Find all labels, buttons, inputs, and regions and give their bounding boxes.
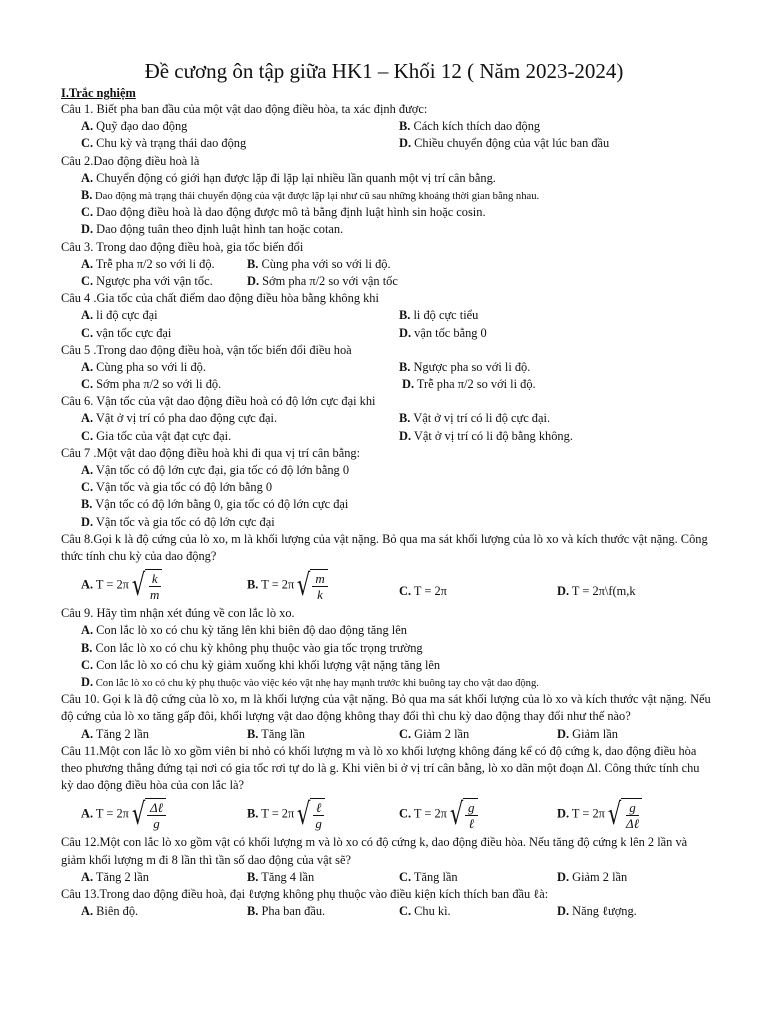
question-7-option-a: A. Vận tốc có độ lớn cực đại, gia tốc có độ lớn bằng 0 xyxy=(81,463,350,478)
question-3-option-c: C. Ngược pha với vận tốc. xyxy=(81,273,213,288)
question-11-option-a: A. T = 2π √ $\frac{\text{Δℓ}}{g}$ xyxy=(81,798,166,831)
question-6-option-b: B. Vật ở vị trí có li độ cực đại. xyxy=(399,411,551,426)
question-5-option-c: C. Sớm pha π/2 so với li độ. xyxy=(81,377,222,392)
question-7-option-d: D. Vận tốc và gia tốc có độ lớn cực đại xyxy=(81,514,275,529)
sqrt-symbol: √ $\frac{k}{m}$ xyxy=(129,569,163,602)
question-8-option-c: C. T = 2π xyxy=(399,584,447,599)
question-6-stem: Câu 6. Vận tốc của vật dao động điều hoà có độ lớn cực đại khi xyxy=(61,394,376,409)
question-4-option-d: D. vận tốc bằng 0 xyxy=(399,325,487,340)
question-4-option-a: A. li độ cực đại xyxy=(81,308,158,323)
question-8-stem: Câu 8.Gọi k là độ cứng của lò xo, m là khối lượng của vật nặng. Bỏ qua ma sát khối lượng của lò xo và kích thước vật nặng. Công thức tính chu kỳ của dao động? xyxy=(61,531,708,563)
sqrt-symbol: √ $\frac{g}{\text{Δℓ}}$ xyxy=(605,798,642,831)
question-11-stem: Câu 11.Một con lắc lò xo gồm viên bi nhỏ có khối lượng m và lò xo khối lượng không đáng kể có độ cứng k, dao động điều hòa theo phương thẳng đứng tại nơi có gia tốc rơi tự do là g. Khi viên bi ở vị trí cân bằng, lò xo dãn một đoạn Δl. Công thức tính chu kỳ dao động điều hòa của con lắc là? xyxy=(61,743,700,793)
question-3-option-a: A. Trễ pha π/2 so với li độ. xyxy=(81,256,215,271)
question-7-stem: Câu 7 .Một vật dao động điều hoà khi đi qua vị trí cân bằng: xyxy=(61,445,361,460)
question-1-option-d: D. Chiều chuyển động của vật lúc ban đầu xyxy=(399,136,610,151)
question-6-option-c: C. Gia tốc của vật đạt cực đại. xyxy=(81,428,232,443)
question-12-stem: Câu 12.Một con lắc lò xo gồm vật có khối lượng m và lò xo có độ cứng k, dao động điều hòa. Nếu tăng độ cứng k lên 2 lần và giảm khối lượng m đi 8 lần thì tần số dao động của vật sẽ? xyxy=(61,835,688,867)
question-2-option-d: D. Dao động tuân theo định luật hình tan hoặc cotan. xyxy=(81,222,344,237)
question-1-option-a: A. Quỹ đạo dao động xyxy=(81,119,188,134)
question-3-option-b: B. Cùng pha với so với li độ. xyxy=(247,256,391,271)
question-10-stem: Câu 10. Gọi k là độ cứng của lò xo, m là khối lượng của vật nặng. Bỏ qua ma sát khối lượng của lò xo và kích thước vật nặng. Nếu độ cứng của lò xo tăng gấp đôi, khối lượng vật dao động không thay đổi thì chu kỳ dao động thay đổi như thế nào? xyxy=(61,692,711,724)
question-6-option-a: A. Vật ở vị trí có pha dao động cực đại. xyxy=(81,411,278,426)
question-12-option-c: C. Tăng lần xyxy=(399,869,458,884)
document-title: Đề cương ôn tập giữa HK1 – Khối 12 ( Năm 2023-2024) xyxy=(144,59,624,83)
question-6-option-d: D. Vật ở vị trí có li độ bằng không. xyxy=(399,428,573,443)
question-13-stem: Câu 13.Trong dao động điều hoà, đại ℓượng không phụ thuộc vào điều kiện kích thích ban đầu ℓà: xyxy=(61,886,549,901)
question-10-option-c: C. Giảm 2 lần xyxy=(399,726,470,741)
question-5-option-b: B. Ngược pha so với li độ. xyxy=(399,359,531,374)
sqrt-symbol: √ $\frac{\text{Δℓ}}{g}$ xyxy=(129,798,166,831)
question-7-option-b: B. Vận tốc có độ lớn bằng 0, gia tốc có độ lớn cực đại xyxy=(81,497,349,512)
sqrt-symbol: √ $\frac{\text{ℓ}}{g}$ xyxy=(294,798,325,831)
question-13-option-b: B. Pha ban đầu. xyxy=(247,904,326,919)
question-2-option-c: C. Dao động điều hoà là dao động được mô tả bằng định luật hình sin hoặc cosin. xyxy=(81,205,486,220)
question-list xyxy=(61,101,711,920)
question-10-option-a: A. Tăng 2 lần xyxy=(81,726,149,741)
question-5-option-d: D. Trễ pha π/2 so với li độ. xyxy=(402,377,536,392)
question-5-option-a: A. Cùng pha so với li độ. xyxy=(81,359,206,374)
question-2-stem: Câu 2.Dao động điều hoà là xyxy=(61,153,200,168)
question-13-option-c: C. Chu kì. xyxy=(399,904,451,919)
question-11-option-b: B. T = 2π √ $\frac{\text{ℓ}}{g}$ xyxy=(247,798,325,831)
question-12-option-a: A. Tăng 2 lần xyxy=(81,869,149,884)
question-12-option-d: D. Giảm 2 lần xyxy=(557,869,628,884)
question-5-stem: Câu 5 .Trong dao động điều hoà, vận tốc biến đổi điều hoà xyxy=(61,342,352,357)
question-9-option-b: B. Con lắc lò xo có chu kỳ không phụ thuộc vào gia tốc trọng trường xyxy=(81,640,423,655)
question-9-option-c: C. Con lắc lò xo có chu kỳ giảm xuống khi khối lượng vật nặng tăng lên xyxy=(81,657,441,672)
question-1-option-b: B. Cách kích thích dao động xyxy=(399,119,541,134)
question-2-option-a: A. Chuyển động có giới hạn được lặp đi lặp lại nhiều lần quanh một vị trí cân bằng. xyxy=(81,170,496,185)
question-1-stem: Câu 1. Biết pha ban đầu của một vật dao động điều hòa, ta xác định được: xyxy=(61,102,428,116)
section-heading: I.Trắc nghiệm xyxy=(61,86,136,100)
question-8-option-b: B. T = 2π √ $\frac{m}{k}$ xyxy=(247,569,328,602)
question-7-option-c: C. Vận tốc và gia tốc có độ lớn bằng 0 xyxy=(81,480,273,495)
question-12-option-b: B. Tăng 4 lần xyxy=(247,869,315,884)
question-11-option-c: C. T = 2π √ $\frac{g}{\text{ℓ}}$ xyxy=(399,798,478,831)
question-4-stem: Câu 4 .Gia tốc của chất điểm dao động điều hòa bằng không khi xyxy=(61,291,379,306)
question-9-stem: Câu 9. Hãy tìm nhận xét đúng về con lắc lò xo. xyxy=(61,606,295,621)
question-2-option-b: B. Dao động mà trạng thái chuyển động của vật được lặp lại như cũ sau những khoảng thời gian bằng nhau. xyxy=(81,187,540,202)
question-3-stem: Câu 3. Trong dao động điều hoà, gia tốc biến đổi xyxy=(61,239,304,254)
sqrt-symbol: √ $\frac{m}{k}$ xyxy=(294,569,328,602)
question-9-option-a: A. Con lắc lò xo có chu kỳ tăng lên khi biên độ dao động tăng lên xyxy=(81,623,407,638)
question-10-option-d: D. Giảm lần xyxy=(557,726,618,741)
question-13-option-a: A. Biên độ. xyxy=(81,904,139,919)
question-4-option-b: B. li độ cực tiểu xyxy=(399,308,479,323)
question-9-option-d: D. Con lắc lò xo có chu kỳ phụ thuộc vào việc kéo vật nhẹ hay mạnh trước khi buông tay cho vật dao động. xyxy=(81,674,539,689)
question-3-option-d: D. Sớm pha π/2 so với vận tốc xyxy=(247,273,398,288)
question-13-option-d: D. Năng ℓượng. xyxy=(557,904,637,919)
question-1-option-c: C. Chu kỳ và trạng thái dao động xyxy=(81,136,247,151)
question-8-option-d: D. T = 2π\f(m,k xyxy=(557,584,636,599)
question-4-option-c: C. vận tốc cực đại xyxy=(81,325,172,340)
sqrt-symbol: √ $\frac{g}{\text{ℓ}}$ xyxy=(447,798,478,831)
question-10-option-b: B. Tăng lần xyxy=(247,726,305,741)
question-8-option-a: A. T = 2π √ $\frac{k}{m}$ xyxy=(81,569,162,602)
question-11-option-d: D. T = 2π √ $\frac{g}{\text{Δℓ}}$ xyxy=(557,798,642,831)
